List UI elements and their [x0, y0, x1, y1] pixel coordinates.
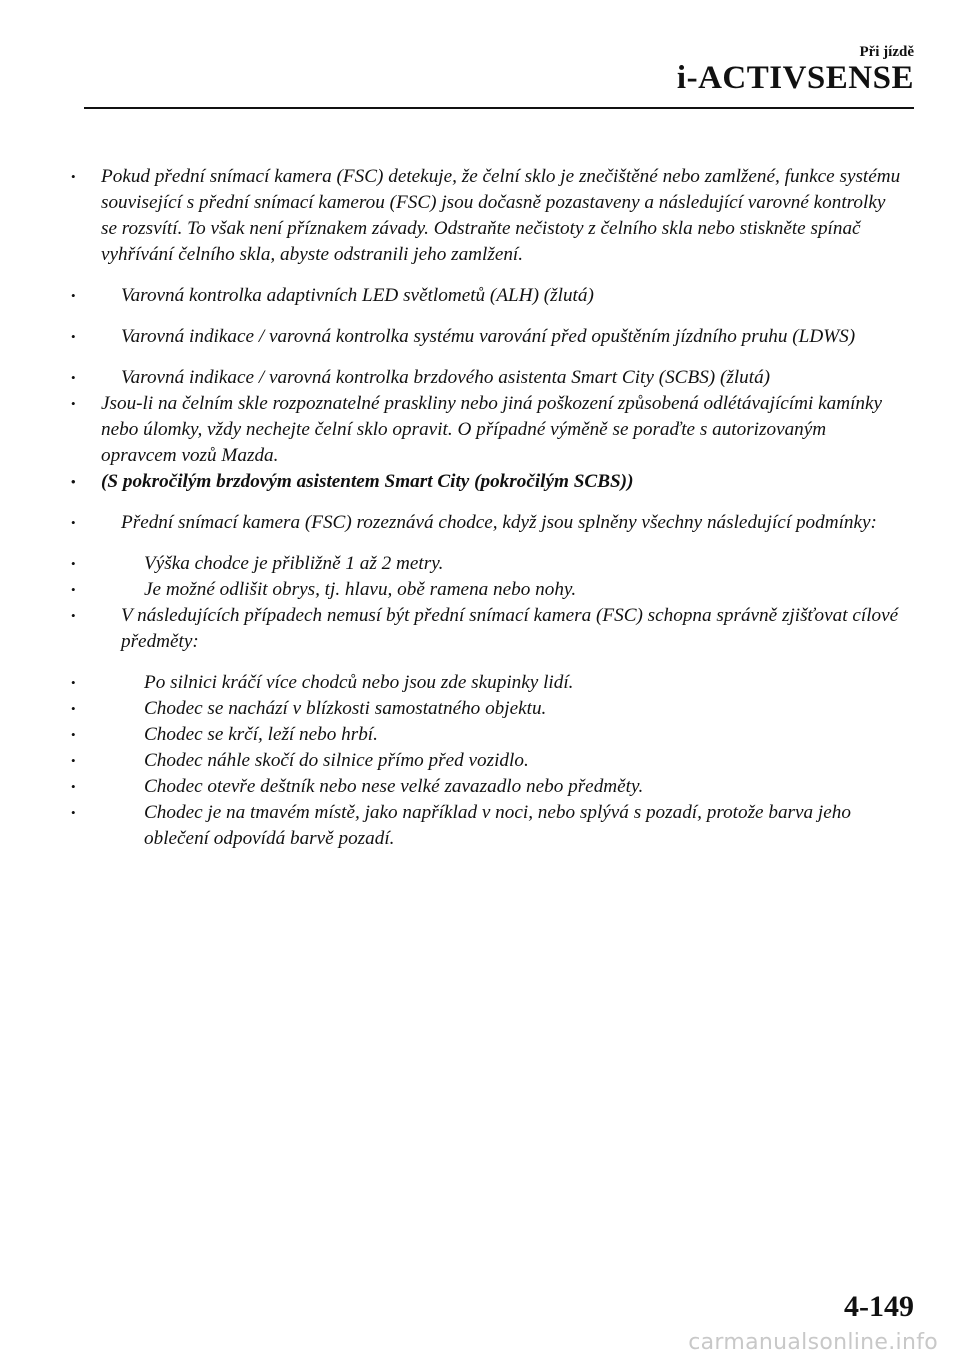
bullet-fsc-dirty-windshield: • Pokud přední snímací kamera (FSC) detekuje, že čelní sklo je znečištěné nebo zamlžené, funkce systému související s přední snímací kamerou (FSC) jsou dočasně pozastaveny a následující varovné kontrolky se rozsvítí. To však není příznakem závady. Odstraňte nečistoty z čelního skla nebo stiskněte spínač vyhřívání čelního skla, abyste odstranili jeho zamlžení.	[84, 164, 904, 268]
sub-bullet-scbs-warning: • Varovná indikace / varovná kontrolka brzdového asistenta Smart City (SCBS) (žlutá)	[84, 365, 904, 391]
sub-bullet-alh-warning: • Varovná kontrolka adaptivních LED světlometů (ALH) (žlutá)	[84, 283, 904, 309]
sub-bullet-detection-limits: • V následujících případech nemusí být přední snímací kamera (FSC) schopna správně zjišťovat cílové předměty:	[84, 603, 904, 655]
limit-multiple-pedestrians: • Po silnici kráčí více chodců nebo jsou zde skupinky lidí.	[84, 670, 904, 696]
section-title: Při jízdě	[859, 44, 914, 60]
limit-umbrella-luggage: • Chodec otevře deštník nebo nese velké zavazadlo nebo předměty.	[84, 774, 904, 800]
bullet-advanced-scbs-heading: • (S pokročilým brzdovým asistentem Smart City (pokročilým SCBS))	[84, 469, 904, 495]
watermark: carmanualsonline.info	[688, 1330, 938, 1355]
bullet-windshield-damage: • Jsou-li na čelním skle rozpoznatelné praskliny nebo jiná poškození způsobená odlétávajícími kamínky nebo úlomky, vždy nechejte čelní sklo opravit. O případné výměně se poraďte s autorizovaným opravcem vozů Mazda.	[84, 391, 904, 469]
limit-near-object: • Chodec se nachází v blízkosti samostatného objektu.	[84, 696, 904, 722]
condition-pedestrian-outline: • Je možné odlišit obrys, tj. hlavu, obě ramena nebo nohy.	[84, 577, 904, 603]
sub-bullet-ldws-warning: • Varovná indikace / varovná kontrolka systému varování před opuštěním jízdního pruhu (LDWS)	[84, 324, 904, 350]
limit-crouching: • Chodec se krčí, leží nebo hrbí.	[84, 722, 904, 748]
condition-pedestrian-height: • Výška chodce je přibližně 1 až 2 metry.	[84, 551, 904, 577]
sub-bullet-pedestrian-recognition: • Přední snímací kamera (FSC) rozeznává chodce, když jsou splněny všechny následující podmínky:	[84, 510, 904, 536]
chapter-title: i-ACTIVSENSE	[676, 60, 914, 96]
header-divider	[84, 107, 914, 109]
page-content	[84, 164, 904, 852]
limit-sudden-jump: • Chodec náhle skočí do silnice přímo před vozidlo.	[84, 748, 904, 774]
limit-dark-place: • Chodec je na tmavém místě, jako například v noci, nebo splývá s pozadí, protože barva jeho oblečení odpovídá barvě pozadí.	[84, 800, 904, 852]
page-number: 4-149	[844, 1290, 914, 1323]
